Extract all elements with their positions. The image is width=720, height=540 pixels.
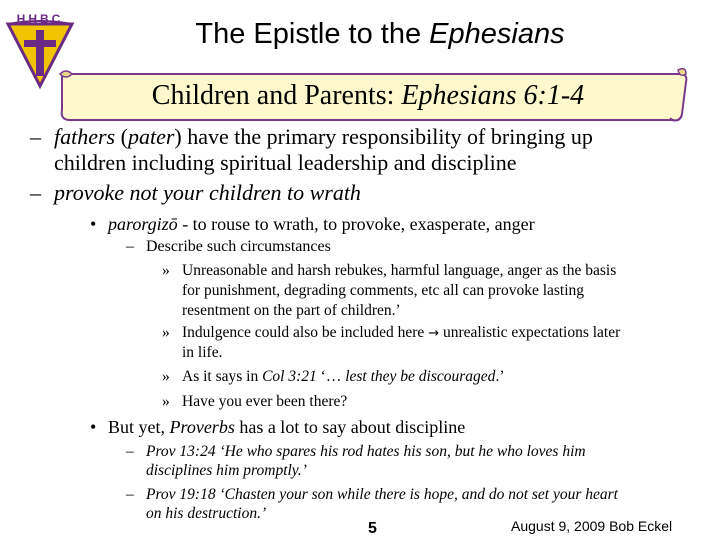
guillemet-marker: » [162, 368, 170, 385]
unreasonable-line1: Unreasonable and harsh rebukes, harmful language, anger as the basis [182, 262, 617, 279]
fathers-paren-open: ( [115, 124, 128, 149]
butyet-rest: has a lot to say about discipline [234, 417, 466, 437]
col-reference: Col 3:21 [262, 368, 317, 385]
page-number: 5 [368, 520, 377, 537]
col-quote-close: .’ [495, 368, 505, 385]
dash-marker: – [126, 486, 134, 503]
dash-marker: – [30, 180, 41, 205]
indulgence-line1 [182, 324, 620, 342]
guillemet-marker: » [162, 324, 170, 341]
dot-marker: • [90, 214, 97, 234]
prov2-bullet [126, 486, 618, 504]
dash-marker: – [126, 238, 134, 255]
describe-bullet [126, 238, 331, 256]
unreasonable-line2: for punishment, degrading comments, etc all can provoke lasting [182, 282, 585, 299]
guillemet-marker: » [162, 393, 170, 410]
parorgizo-text [108, 214, 535, 235]
unreasonable-line3: resentment on the part of children.’ [182, 302, 401, 319]
pater-word: pater [127, 124, 175, 149]
prov1-line2: disciplines him promptly.’ [146, 462, 307, 479]
right-arrow-icon: → [428, 326, 440, 341]
prov1-line1: Prov 13:24 ‘He who spares his rod hates his son, but he who loves him [146, 443, 586, 460]
fathers-bullet [30, 124, 593, 150]
footer-date: August 9, 2009 Bob Eckel [511, 518, 673, 534]
butyet-text [108, 417, 465, 438]
parorgizo-word: parorgizō [108, 214, 178, 234]
butyet-bullet [90, 417, 466, 438]
banner-heading [68, 80, 668, 112]
banner-plain: Children and Parents: [151, 80, 402, 111]
banner-italic: Ephesians 6:1-4 [401, 80, 585, 111]
dash-marker: – [30, 124, 41, 149]
guillemet-marker: » [162, 262, 170, 279]
col-text [182, 368, 504, 386]
prov2-line1: Prov 19:18 ‘Chasten your son while there is hope, and do not set your heart [146, 486, 618, 503]
col-quote-open: ‘… [316, 368, 346, 385]
logo-text: HHBC [16, 12, 64, 26]
haveyou-bullet [162, 393, 348, 411]
butyet-intro: But yet, [108, 417, 170, 437]
proverbs-word: Proverbs [169, 417, 235, 437]
col-intro: As it says in [182, 368, 263, 385]
indulgence-rest: unrealistic expectations later [439, 324, 621, 341]
col-bullet [162, 368, 505, 386]
dash-marker: – [126, 443, 134, 460]
provoke-bullet [30, 180, 361, 206]
title-italic: Ephesians [429, 18, 565, 50]
provoke-text: provoke not your children to wrath [54, 180, 361, 205]
haveyou-text: Have you ever been there? [182, 393, 348, 410]
fathers-word: fathers [54, 124, 116, 149]
parorgizo-rest: - to rouse to wrath, to provoke, exasperate, anger [177, 214, 535, 234]
title-plain: The Epistle to the [195, 18, 430, 50]
col-quote: lest they be discouraged [345, 368, 496, 385]
cross-icon [36, 30, 44, 76]
indulgence-bullet [162, 324, 621, 342]
parorgizo-bullet [90, 214, 535, 235]
fathers-text [54, 124, 593, 150]
slide-title [100, 18, 660, 51]
unreasonable-bullet [162, 262, 617, 280]
prov2-line2: on his destruction.’ [146, 505, 267, 522]
fathers-line2: children including spiritual leadership and discipline [54, 150, 517, 175]
indulgence-line2: in life. [182, 344, 223, 361]
fathers-rest: ) have the primary responsibility of bringing up [174, 124, 593, 149]
prov1-bullet [126, 443, 586, 461]
dot-marker: • [90, 417, 97, 437]
describe-text: Describe such circumstances [146, 238, 331, 255]
indulgence-text: Indulgence could also be included here [182, 324, 429, 341]
